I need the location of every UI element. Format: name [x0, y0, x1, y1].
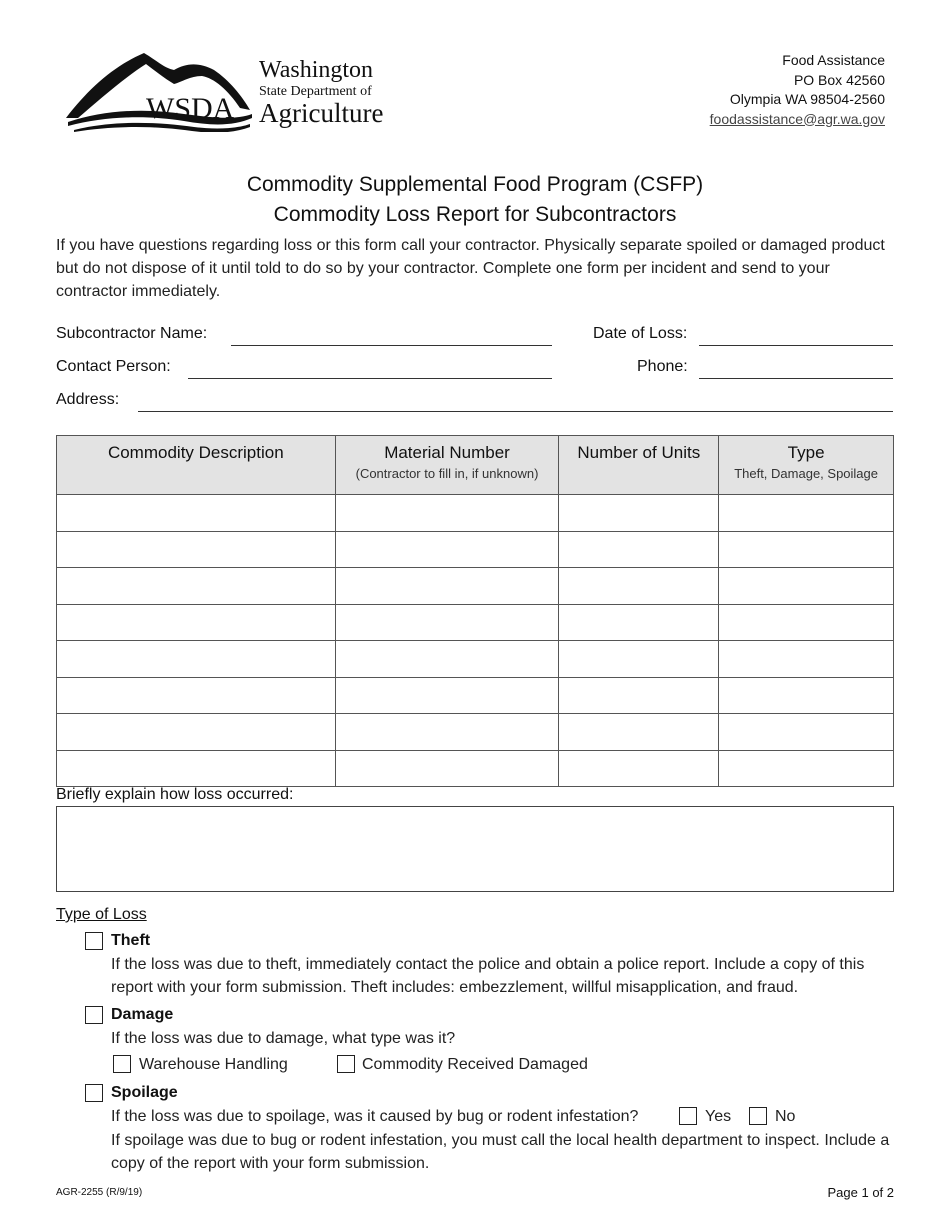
address-line-3: Olympia WA 98504-2560	[729, 91, 885, 107]
number-of-units-cell[interactable]	[559, 568, 719, 605]
date-of-loss-label: Date of Loss:	[593, 325, 688, 342]
type-cell[interactable]	[719, 714, 894, 751]
material-number-cell[interactable]	[335, 568, 559, 605]
material-number-cell[interactable]	[335, 604, 559, 641]
spoilage-note: If spoilage was due to bug or rodent infestation, you must call the local health department to inspect. Include a copy of the report with your form submission.	[111, 1132, 890, 1172]
commodity-received-damaged-label: Commodity Received Damaged	[362, 1056, 588, 1073]
number-of-units-cell[interactable]	[559, 750, 719, 787]
phone-label: Phone:	[637, 358, 688, 375]
number-of-units-cell[interactable]	[559, 604, 719, 641]
col-header-number-of-units: Number of Units	[559, 436, 719, 495]
material-number-cell[interactable]	[335, 677, 559, 714]
material-number-cell[interactable]	[335, 641, 559, 678]
title-line-1: Commodity Supplemental Food Program (CSFP)	[246, 173, 704, 196]
theft-text: If the loss was due to theft, immediately contact the police and obtain a police report. Include a copy of this report with your form submission. Theft includes: embezzlement, willful misapplication, and fraud.	[111, 956, 865, 996]
spoilage-checkbox[interactable]	[85, 1084, 103, 1102]
table-row	[57, 568, 894, 605]
spoilage-label: Spoilage	[111, 1084, 178, 1101]
material-number-cell[interactable]	[335, 531, 559, 568]
table-row	[57, 641, 894, 678]
spoilage-no-checkbox[interactable]	[749, 1107, 767, 1125]
commodity-description-cell[interactable]	[57, 604, 336, 641]
number-of-units-cell[interactable]	[559, 531, 719, 568]
material-number-cell[interactable]	[335, 750, 559, 787]
damage-question: If the loss was due to damage, what type was it?	[111, 1030, 456, 1047]
number-of-units-cell[interactable]	[559, 495, 719, 532]
spoilage-question: If the loss was due to spoilage, was it caused by bug or rodent infestation?	[111, 1108, 639, 1125]
type-cell[interactable]	[719, 495, 894, 532]
org-line-1: Washington	[259, 57, 374, 83]
subcontractor-name-label: Subcontractor Name:	[56, 325, 208, 342]
table-row	[57, 750, 894, 787]
explain-label: Briefly explain how loss occurred:	[56, 786, 294, 803]
explain-textarea[interactable]	[56, 806, 894, 892]
email-link[interactable]: foodassistance@agr.wa.gov	[709, 110, 885, 127]
wsda-logo	[64, 48, 384, 132]
commodity-description-cell[interactable]	[57, 641, 336, 678]
type-of-loss-heading: Type of Loss	[56, 906, 147, 923]
date-of-loss-field[interactable]	[699, 345, 893, 346]
address-block	[710, 51, 885, 129]
wsda-logo-text: WSDA	[146, 92, 235, 125]
type-cell[interactable]	[719, 568, 894, 605]
address-field[interactable]	[138, 411, 893, 412]
page-number: Page 1 of 2	[827, 1185, 894, 1200]
type-cell[interactable]	[719, 750, 894, 787]
org-line-2: State Department of	[259, 84, 372, 99]
org-name	[259, 58, 383, 127]
damage-checkbox[interactable]	[85, 1006, 103, 1024]
col-header-material-number: Material Number (Contractor to fill in, if unknown)	[335, 436, 559, 495]
spoilage-yes-label: Yes	[705, 1108, 732, 1125]
type-cell[interactable]	[719, 677, 894, 714]
spoilage-yes-checkbox[interactable]	[679, 1107, 697, 1125]
subcontractor-name-field[interactable]	[231, 345, 552, 346]
form-code: AGR-2255 (R/9/19)	[56, 1187, 143, 1198]
table-row	[57, 531, 894, 568]
address-label: Address:	[56, 391, 120, 408]
table-row	[57, 714, 894, 751]
material-number-cell[interactable]	[335, 714, 559, 751]
address-line-2: PO Box 42560	[793, 71, 885, 88]
commodity-description-cell[interactable]	[57, 677, 336, 714]
intro-text: If you have questions regarding loss or this form call your contractor. Physically separate spoiled or damaged product but do not dispose of it until told to do so by your contractor. Complete one form per incident and send to your contractor immediately.	[56, 237, 885, 300]
number-of-units-cell[interactable]	[559, 641, 719, 678]
title-line-2: Commodity Loss Report for Subcontractors	[273, 203, 677, 226]
spoilage-no-label: No	[775, 1108, 796, 1125]
number-of-units-cell[interactable]	[559, 714, 719, 751]
table-row	[57, 495, 894, 532]
contact-person-field[interactable]	[188, 378, 552, 379]
table-row	[57, 604, 894, 641]
commodity-description-cell[interactable]	[57, 714, 336, 751]
col-header-type: Type Theft, Damage, Spoilage	[719, 436, 894, 495]
table-row	[57, 677, 894, 714]
type-cell[interactable]	[719, 641, 894, 678]
col-header-commodity-description: Commodity Description	[57, 436, 336, 495]
commodity-received-damaged-checkbox[interactable]	[337, 1055, 355, 1073]
warehouse-handling-label: Warehouse Handling	[139, 1056, 288, 1073]
commodity-loss-table	[56, 435, 894, 787]
org-line-3: Agriculture	[259, 98, 384, 128]
table-header-row	[57, 436, 894, 495]
phone-field[interactable]	[699, 378, 893, 379]
warehouse-handling-checkbox[interactable]	[113, 1055, 131, 1073]
theft-checkbox[interactable]	[85, 932, 103, 950]
address-line-1: Food Assistance	[782, 52, 885, 68]
commodity-description-cell[interactable]	[57, 531, 336, 568]
theft-label: Theft	[111, 932, 151, 949]
commodity-description-cell[interactable]	[57, 568, 336, 605]
commodity-description-cell[interactable]	[57, 495, 336, 532]
contact-person-label: Contact Person:	[56, 358, 171, 375]
mountain-logo-icon	[64, 48, 254, 132]
material-number-cell[interactable]	[335, 495, 559, 532]
number-of-units-cell[interactable]	[559, 677, 719, 714]
damage-label: Damage	[111, 1006, 174, 1023]
type-cell[interactable]	[719, 531, 894, 568]
type-cell[interactable]	[719, 604, 894, 641]
commodity-description-cell[interactable]	[57, 750, 336, 787]
